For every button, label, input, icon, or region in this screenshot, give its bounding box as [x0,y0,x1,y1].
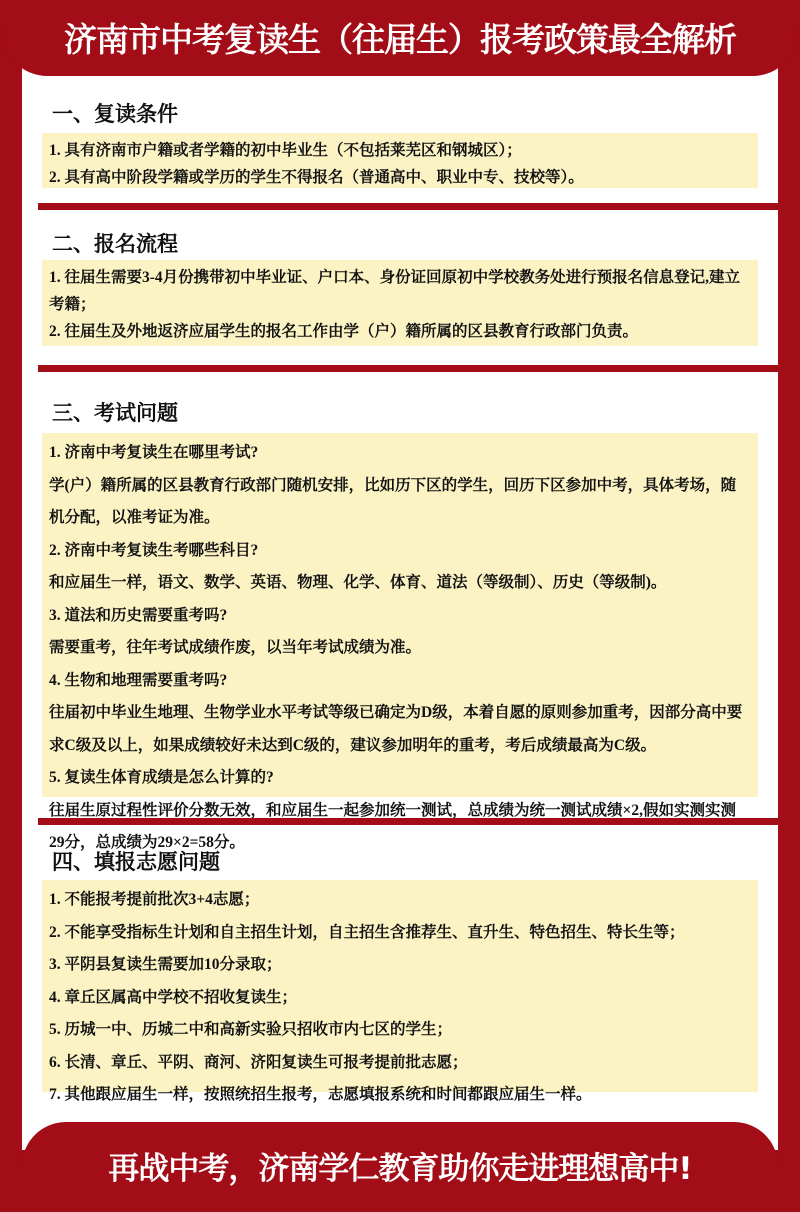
answer: 和应届生一样，语文、数学、英语、物理、化学、体育、道法（等级制）、历史（等级制)。 [49,574,667,591]
list-item: 1. 往届生需要3-4月份携带初中毕业证、户口本、身份证回原初中学校教务处进行预报名信息登记,建立考籍； [49,269,741,313]
list-item: 7. 其他跟应届生一样，按照统招生报考，志愿填报系统和时间都跟应届生一样。 [49,1086,592,1103]
section-divider [38,818,778,825]
list-item: 3. 平阴县复读生需要加10分录取； [49,956,282,973]
page-title: 济南市中考复读生（往届生）报考政策最全解析 [64,20,736,59]
answer: 学(户）籍所属的区县教育行政部门随机安排，比如历下区的学生，回历下区参加中考，具体考场，随机分配，以准考证为准。 [49,476,737,526]
question: 5. 复读生体育成绩是怎么计算的? [49,769,274,786]
list-item: 6. 长清、章丘、平阴、商河、济阳复读生可报考提前批志愿； [49,1053,468,1071]
list-item: 1. 不能报考提前批次3+4志愿； [49,891,260,908]
footer-slogan: 再战中考，济南学仁教育助你走进理想高中! [108,1151,692,1187]
question: 1. 济南中考复读生在哪里考试? [49,444,259,461]
question: 2. 济南中考复读生考哪些科目? [49,541,259,559]
section-heading-registration: 二、报名流程 [52,232,178,256]
answer: 往届生原过程性评价分数无效，和应届生一起参加统一测试，总成绩为统一测试成绩×2,假如实测实测29分，总成绩为29×2=58分。 [49,801,736,851]
list-item: 2. 具有高中阶段学籍或学历的学生不得报名（普通高中、职业中专、技校等）。 [49,169,584,186]
list-item: 5. 历城一中、历城二中和高新实验只招收市内七区的学生； [49,1021,453,1038]
section-box-exam [42,433,758,851]
list-item: 2. 不能享受指标生计划和自主招生计划，自主招生含推荐生、直升生、特色招生、特长生等； [49,923,685,941]
list-item: 1. 具有济南市户籍或者学籍的初中毕业生（不包括莱芜区和钢城区）； [49,142,522,159]
section-heading-conditions: 一、复读条件 [52,102,178,126]
section-heading-application: 四、填报志愿问题 [52,850,220,874]
section-divider [38,365,778,372]
section-box-application [42,880,758,1103]
answer: 往届初中毕业生地理、生物学业水平考试等级已确定为D级，本着自愿的原则参加重考，因部分高中要求C级及以上，如果成绩较好未达到C级的，建议参加明年的重考，考后成绩最高为C级。 [49,704,743,754]
section-divider [38,203,778,210]
question: 3. 道法和历史需要重考吗? [49,606,228,624]
question: 4. 生物和地理需要重考吗? [49,671,228,689]
answer: 需要重考，往年考试成绩作废，以当年考试成绩为准。 [49,639,422,656]
section-heading-exam: 三、考试问题 [52,401,178,425]
list-item: 2. 往届生及外地返济应届学生的报名工作由学（户）籍所属的区县教育行政部门负责。 [49,323,639,340]
section-box-registration [42,260,758,346]
section-box-conditions [42,133,758,188]
list-item: 4. 章丘区属高中学校不招收复读生； [49,988,298,1006]
